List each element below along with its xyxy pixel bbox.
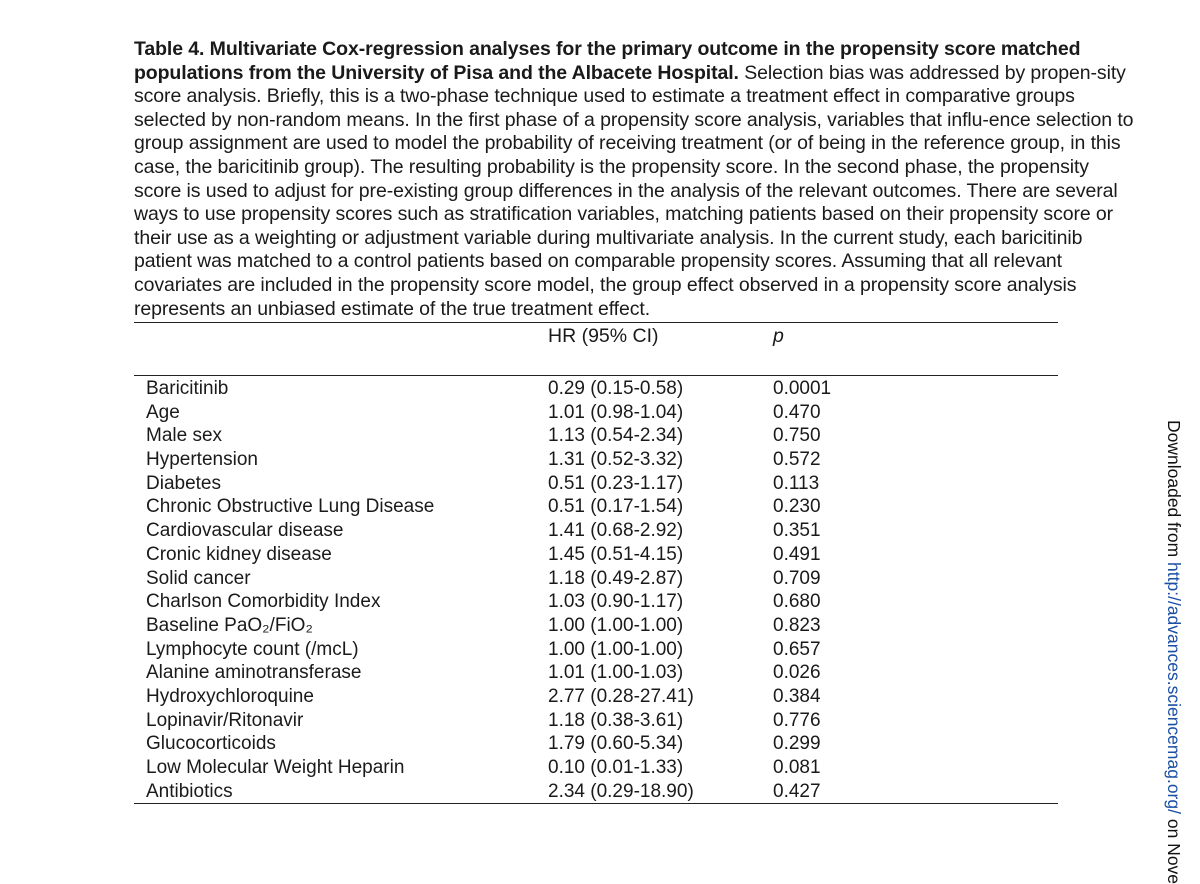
download-suffix: on Nove: [1164, 818, 1184, 884]
row-hr: 1.31 (0.52-3.32): [548, 449, 684, 471]
row-p: 0.081: [773, 757, 821, 778]
table-row: [0, 543, 1100, 567]
row-label: Cronic kidney disease: [146, 543, 332, 565]
row-hr: 1.01 (0.98-1.04): [548, 401, 684, 423]
table-row: [0, 567, 1100, 591]
table-header-rule: [134, 375, 1058, 376]
table-row: [0, 401, 1100, 425]
row-hr: 2.77 (0.28-27.41): [548, 685, 694, 707]
download-notice: [1163, 420, 1184, 884]
row-p: 0.750: [773, 425, 821, 447]
table-body: [0, 377, 1100, 803]
row-hr: 0.10 (0.01-1.33): [548, 757, 684, 778]
row-hr: 0.29 (0.15-0.58): [548, 378, 684, 399]
row-p: 0.113: [773, 472, 820, 494]
row-hr: 1.00 (1.00-1.00): [548, 638, 684, 660]
row-label: Solid cancer: [146, 567, 251, 589]
row-hr: 0.51 (0.17-1.54): [548, 496, 684, 518]
row-hr: 1.03 (0.90-1.17): [548, 591, 684, 613]
row-p: 0.384: [773, 685, 821, 707]
row-hr: 1.01 (1.00-1.03): [548, 662, 684, 684]
table-row: [0, 614, 1100, 638]
row-hr: 1.00 (1.00-1.00): [548, 614, 684, 636]
row-label: Diabetes: [146, 472, 221, 494]
table-top-rule: [134, 322, 1058, 323]
row-hr: 1.79 (0.60-5.34): [548, 733, 684, 755]
row-p: 0.427: [773, 780, 821, 802]
table-row: [0, 424, 1100, 448]
row-label: Baricitinib: [146, 378, 229, 399]
row-hr: 1.41 (0.68-2.92): [548, 520, 684, 542]
table-row: [0, 448, 1100, 472]
row-hr: 0.51 (0.23-1.17): [548, 472, 684, 494]
table-caption: [134, 38, 1134, 321]
row-p: 0.230: [773, 496, 821, 518]
row-p: 0.572: [773, 449, 821, 471]
row-p: 0.657: [773, 638, 821, 660]
download-link[interactable]: http://advances.sciencemag.org/: [1164, 562, 1184, 814]
row-label: Cardiovascular disease: [146, 520, 344, 542]
table-row: [0, 780, 1100, 804]
row-hr: 2.34 (0.29-18.90): [548, 780, 694, 802]
row-p: 0.776: [773, 709, 821, 731]
table-row: [0, 472, 1100, 496]
row-label: Age: [146, 401, 180, 423]
row-label: Hydroxychloroquine: [146, 685, 314, 707]
header-p: p: [773, 325, 784, 347]
row-p: 0.491: [773, 543, 821, 565]
table-row: [0, 519, 1100, 543]
row-p: 0.026: [773, 662, 821, 684]
row-label: Antibiotics: [146, 780, 233, 802]
download-prefix: Downloaded from: [1164, 420, 1184, 558]
row-p: 0.823: [773, 614, 821, 636]
table-row: [0, 377, 1100, 401]
table-row: [0, 495, 1100, 519]
row-hr: 1.45 (0.51-4.15): [548, 543, 684, 565]
row-hr: 1.18 (0.49-2.87): [548, 567, 684, 589]
row-p: 0.299: [773, 733, 821, 755]
row-p: 0.709: [773, 567, 821, 589]
caption-title: Table 4. Multivariate Cox-regression analyses for the primary outcome in the propensity score matched populations from the University of Pisa and the Albacete Hospital.: [134, 38, 1081, 84]
table-row: [0, 709, 1100, 733]
table-row: [0, 638, 1100, 662]
table-row: [0, 590, 1100, 614]
table-bottom-rule: [134, 803, 1058, 804]
header-hr: HR (95% CI): [548, 325, 659, 347]
row-label: Lopinavir/Ritonavir: [146, 709, 304, 731]
table-row: [0, 685, 1100, 709]
row-label: Chronic Obstructive Lung Disease: [146, 496, 435, 518]
row-p: 0.351: [773, 520, 821, 542]
row-label: Hypertension: [146, 449, 258, 471]
row-label: Lymphocyte count (/mcL): [146, 638, 359, 660]
row-p: 0.0001: [773, 378, 832, 399]
table-row: [0, 732, 1100, 756]
row-p: 0.680: [773, 591, 821, 613]
row-label: Low Molecular Weight Heparin: [146, 757, 405, 778]
row-p: 0.470: [773, 401, 821, 423]
row-label: Baseline PaO₂/FiO₂: [146, 614, 313, 636]
row-label: Charlson Comorbidity Index: [146, 591, 381, 613]
table-row: [0, 661, 1100, 685]
row-hr: 1.13 (0.54-2.34): [548, 425, 684, 447]
table-row: [0, 756, 1100, 780]
row-label: Alanine aminotransferase: [146, 662, 362, 684]
caption-body: Selection bias was addressed by propen-sity score analysis. Briefly, this is a two-phase technique used to estimate a treatment effect in comparative groups selected by non-random means. In the first phase of a propensity score analysis, variables that influ-ence selection to group assignment are used to model the probability of receiving treatment (or of being in the reference group, in this case, the baricitinib group). The resulting probability is the propensity score. In the second phase, the propensity score is used to adjust for pre-existing group differences in the analysis of the relevant outcomes. There are several ways to use propensity scores such as stratification variables, matching patients based on their propensity score or their use as a weighting or adjustment variable during multivariate analysis. In the current study, each baricitinib patient was matched to a control patients based on comparable propensity scores. Assuming that all relevant covariates are included in the propensity score model, the group effect observed in a propensity score analysis represents an unbiased estimate of the true treatment effect.: [134, 61, 1134, 320]
row-label: Glucocorticoids: [146, 733, 276, 755]
row-hr: 1.18 (0.38-3.61): [548, 709, 684, 731]
row-label: Male sex: [146, 425, 223, 447]
